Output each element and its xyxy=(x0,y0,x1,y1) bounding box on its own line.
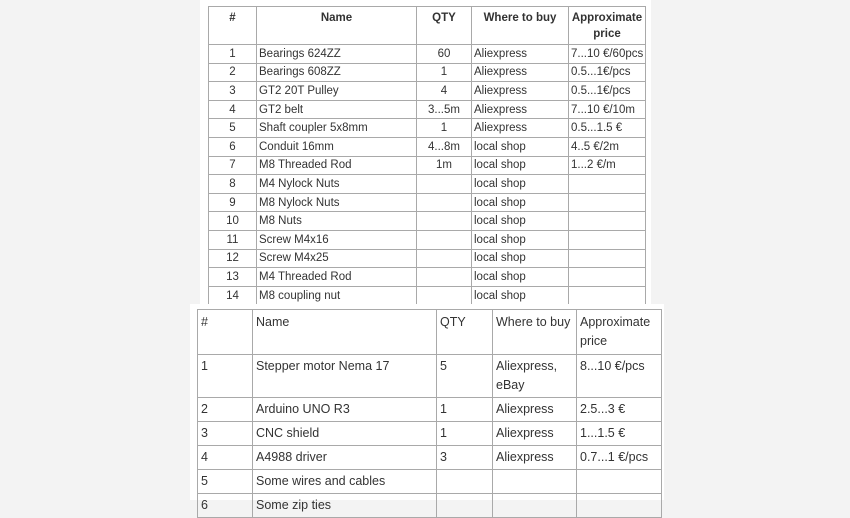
column-header-number: # xyxy=(198,310,253,355)
table-row xyxy=(198,422,662,446)
cell-price xyxy=(577,470,662,494)
cell-name: M8 Threaded Rod xyxy=(257,156,417,175)
cell-price: 7...10 €/60pcs xyxy=(569,45,646,64)
cell-number: 11 xyxy=(209,230,257,249)
table-row xyxy=(198,494,662,518)
cell-where-to-buy: local shop xyxy=(472,156,569,175)
table-row xyxy=(209,156,646,175)
cell-qty: 3 xyxy=(437,446,493,470)
table-row xyxy=(209,137,646,156)
cell-number: 6 xyxy=(198,494,253,518)
cell-where-to-buy: local shop xyxy=(472,193,569,212)
table-row xyxy=(198,355,662,398)
column-header-where-to-buy: Where to buy xyxy=(472,7,569,45)
cell-qty xyxy=(417,193,472,212)
cell-qty xyxy=(417,249,472,268)
table-row xyxy=(209,212,646,231)
cell-price xyxy=(569,193,646,212)
cell-name: M8 coupling nut xyxy=(257,286,417,305)
cell-where-to-buy: Aliexpress xyxy=(493,422,577,446)
cell-name: Screw M4x16 xyxy=(257,230,417,249)
cell-number: 4 xyxy=(209,100,257,119)
cell-price: 7...10 €/10m xyxy=(569,100,646,119)
cell-name: M8 Nylock Nuts xyxy=(257,193,417,212)
cell-where-to-buy: local shop xyxy=(472,137,569,156)
cell-qty xyxy=(417,268,472,287)
cell-where-to-buy: Aliexpress xyxy=(472,45,569,64)
cell-where-to-buy: Aliexpress xyxy=(472,100,569,119)
cell-number: 3 xyxy=(209,82,257,101)
table-header-row xyxy=(209,7,646,45)
table-row xyxy=(209,286,646,305)
cell-number: 7 xyxy=(209,156,257,175)
cell-price xyxy=(569,268,646,287)
table-row xyxy=(209,175,646,194)
cell-price xyxy=(569,249,646,268)
cell-where-to-buy: Aliexpress xyxy=(493,446,577,470)
cell-price xyxy=(569,286,646,305)
table-row xyxy=(209,268,646,287)
cell-name: Stepper motor Nema 17 xyxy=(253,355,437,398)
cell-price: 1...1.5 € xyxy=(577,422,662,446)
column-header-approximate-price: Approximate price xyxy=(577,310,662,355)
cell-number: 12 xyxy=(209,249,257,268)
cell-name: A4988 driver xyxy=(253,446,437,470)
cell-number: 4 xyxy=(198,446,253,470)
cell-name: Arduino UNO R3 xyxy=(253,398,437,422)
cell-qty: 3...5m xyxy=(417,100,472,119)
cell-price xyxy=(569,212,646,231)
cell-number: 1 xyxy=(209,45,257,64)
cell-name: M4 Nylock Nuts xyxy=(257,175,417,194)
table-row xyxy=(209,45,646,64)
table-row xyxy=(198,398,662,422)
cell-price: 0.5...1€/pcs xyxy=(569,82,646,101)
column-header-where-to-buy: Where to buy xyxy=(493,310,577,355)
cell-where-to-buy: local shop xyxy=(472,230,569,249)
cell-where-to-buy: local shop xyxy=(472,212,569,231)
table-row xyxy=(209,193,646,212)
cell-name: Some zip ties xyxy=(253,494,437,518)
column-header-name: Name xyxy=(253,310,437,355)
cell-where-to-buy: Aliexpress, eBay xyxy=(493,355,577,398)
column-header-qty: QTY xyxy=(417,7,472,45)
cell-where-to-buy: Aliexpress xyxy=(472,119,569,138)
cell-number: 2 xyxy=(198,398,253,422)
column-header-name: Name xyxy=(257,7,417,45)
cell-number: 5 xyxy=(209,119,257,138)
cell-qty xyxy=(437,470,493,494)
cell-where-to-buy: local shop xyxy=(472,249,569,268)
cell-name: Shaft coupler 5x8mm xyxy=(257,119,417,138)
cell-qty: 1m xyxy=(417,156,472,175)
cell-price xyxy=(569,230,646,249)
cell-where-to-buy: Aliexpress xyxy=(493,398,577,422)
cell-number: 2 xyxy=(209,63,257,82)
table-row xyxy=(209,63,646,82)
cell-where-to-buy: local shop xyxy=(472,286,569,305)
cell-price: 8...10 €/pcs xyxy=(577,355,662,398)
mechanical-parts-table xyxy=(208,6,646,305)
cell-name: GT2 20T Pulley xyxy=(257,82,417,101)
cell-qty xyxy=(417,175,472,194)
cell-number: 10 xyxy=(209,212,257,231)
column-header-number: # xyxy=(209,7,257,45)
cell-number: 9 xyxy=(209,193,257,212)
cell-name: GT2 belt xyxy=(257,100,417,119)
cell-qty: 60 xyxy=(417,45,472,64)
cell-where-to-buy xyxy=(493,470,577,494)
cell-name: M8 Nuts xyxy=(257,212,417,231)
electronics-parts-table xyxy=(197,309,662,518)
cell-name: M4 Threaded Rod xyxy=(257,268,417,287)
table-row xyxy=(209,100,646,119)
cell-price: 1...2 €/m xyxy=(569,156,646,175)
cell-qty xyxy=(417,230,472,249)
cell-qty: 1 xyxy=(417,119,472,138)
column-header-qty: QTY xyxy=(437,310,493,355)
cell-name: Some wires and cables xyxy=(253,470,437,494)
cell-price: 0.5...1€/pcs xyxy=(569,63,646,82)
parts-table-panel-electronics xyxy=(190,304,664,512)
cell-number: 6 xyxy=(209,137,257,156)
table-row xyxy=(209,230,646,249)
cell-where-to-buy: local shop xyxy=(472,268,569,287)
cell-name: Conduit 16mm xyxy=(257,137,417,156)
cell-qty: 1 xyxy=(437,422,493,446)
cell-number: 13 xyxy=(209,268,257,287)
cell-price xyxy=(577,494,662,518)
table-header-row xyxy=(198,310,662,355)
cell-where-to-buy xyxy=(493,494,577,518)
cell-price xyxy=(569,175,646,194)
table-row xyxy=(209,119,646,138)
cell-name: Bearings 624ZZ xyxy=(257,45,417,64)
cell-qty: 4 xyxy=(417,82,472,101)
table-row xyxy=(198,470,662,494)
cell-number: 14 xyxy=(209,286,257,305)
cell-number: 3 xyxy=(198,422,253,446)
cell-number: 1 xyxy=(198,355,253,398)
table-row xyxy=(209,249,646,268)
column-header-approximate-price: Approximate price xyxy=(569,7,646,45)
cell-name: Bearings 608ZZ xyxy=(257,63,417,82)
cell-price: 0.7...1 €/pcs xyxy=(577,446,662,470)
cell-number: 8 xyxy=(209,175,257,194)
cell-name: Screw M4x25 xyxy=(257,249,417,268)
parts-table-panel-mechanical xyxy=(200,0,651,304)
cell-number: 5 xyxy=(198,470,253,494)
cell-qty xyxy=(417,212,472,231)
cell-qty xyxy=(437,494,493,518)
table-row xyxy=(209,82,646,101)
cell-price: 2.5...3 € xyxy=(577,398,662,422)
cell-qty: 1 xyxy=(437,398,493,422)
cell-qty xyxy=(417,286,472,305)
table-row xyxy=(198,446,662,470)
cell-qty: 1 xyxy=(417,63,472,82)
cell-where-to-buy: local shop xyxy=(472,175,569,194)
cell-qty: 4...8m xyxy=(417,137,472,156)
cell-qty: 5 xyxy=(437,355,493,398)
cell-price: 0.5...1.5 € xyxy=(569,119,646,138)
cell-name: CNC shield xyxy=(253,422,437,446)
cell-where-to-buy: Aliexpress xyxy=(472,63,569,82)
cell-where-to-buy: Aliexpress xyxy=(472,82,569,101)
cell-price: 4..5 €/2m xyxy=(569,137,646,156)
